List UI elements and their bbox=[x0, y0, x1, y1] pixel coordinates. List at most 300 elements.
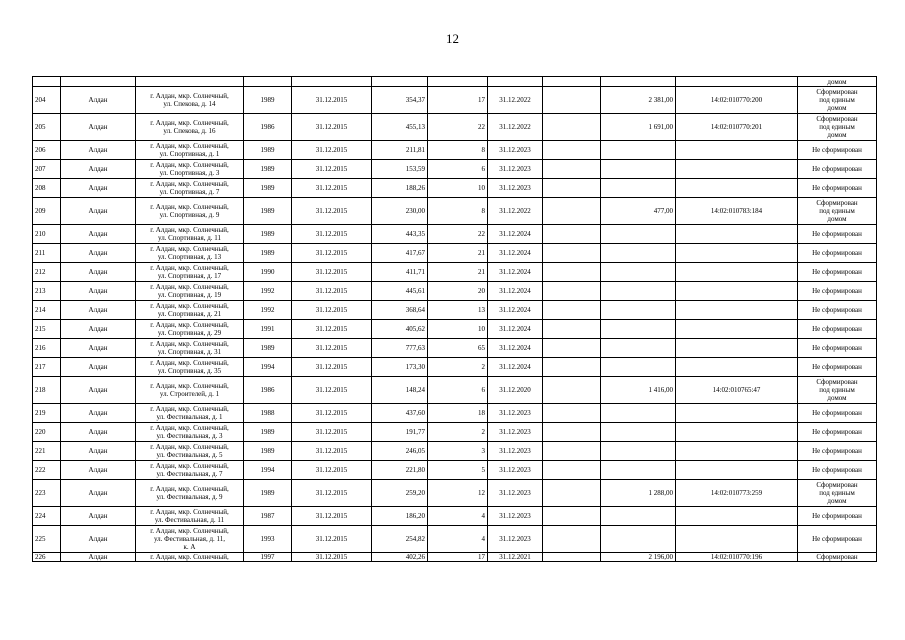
date-cell: 31.12.2015 bbox=[292, 442, 372, 461]
row-number-cell: 226 bbox=[33, 553, 61, 562]
table-body bbox=[33, 77, 877, 562]
table-row bbox=[33, 282, 877, 301]
status-cell-line: под единым bbox=[819, 123, 855, 131]
status-cell bbox=[798, 480, 877, 507]
table-row bbox=[33, 198, 877, 225]
count-cell: 10 bbox=[428, 179, 488, 198]
count-cell: 20 bbox=[428, 282, 488, 301]
deadline-cell: 31.12.2024 bbox=[488, 282, 543, 301]
year-cell: 1989 bbox=[244, 198, 292, 225]
cadastral-cell bbox=[676, 141, 798, 160]
table-row bbox=[33, 160, 877, 179]
address-cell-line: г. Алдан, мкр. Солнечный, bbox=[150, 340, 229, 348]
area-cell: 221,80 bbox=[372, 461, 428, 480]
address-cell bbox=[136, 423, 244, 442]
cost-cell bbox=[601, 160, 676, 179]
address-cell bbox=[136, 442, 244, 461]
address-cell-line: г. Алдан, мкр. Солнечный, bbox=[150, 142, 229, 150]
status-cell bbox=[798, 179, 877, 198]
city-cell: Алдан bbox=[61, 263, 136, 282]
date-cell: 31.12.2015 bbox=[292, 141, 372, 160]
area-cell: 368,64 bbox=[372, 301, 428, 320]
status-cell-line: Не сформирован bbox=[812, 447, 862, 455]
cost-cell bbox=[601, 526, 676, 553]
address-cell bbox=[136, 225, 244, 244]
city-cell: Алдан bbox=[61, 179, 136, 198]
empty-cell bbox=[543, 282, 601, 301]
empty-cell bbox=[543, 377, 601, 404]
area-cell: 211,81 bbox=[372, 141, 428, 160]
address-cell-line: ул. Спортивная, д. 19 bbox=[157, 291, 222, 299]
address-cell bbox=[136, 461, 244, 480]
status-cell bbox=[798, 87, 877, 114]
date-cell: 31.12.2015 bbox=[292, 198, 372, 225]
year-cell: 1989 bbox=[244, 179, 292, 198]
year-cell: 1997 bbox=[244, 553, 292, 562]
cost-cell bbox=[601, 225, 676, 244]
cost-cell: 477,00 bbox=[601, 198, 676, 225]
status-cell-line: Сформирован bbox=[816, 481, 858, 489]
status-cell-line: Не сформирован bbox=[812, 306, 862, 314]
deadline-cell: 31.12.2020 bbox=[488, 377, 543, 404]
count-cell: 65 bbox=[428, 339, 488, 358]
area-cell: 443,35 bbox=[372, 225, 428, 244]
address-cell-line: ул. Фестивальная, д. 3 bbox=[156, 432, 223, 440]
page-number: 12 bbox=[446, 31, 459, 46]
count-cell: 6 bbox=[428, 377, 488, 404]
area-cell: 173,30 bbox=[372, 358, 428, 377]
deadline-cell: 31.12.2024 bbox=[488, 301, 543, 320]
cost-cell bbox=[601, 141, 676, 160]
empty-cell bbox=[543, 442, 601, 461]
city-cell: Алдан bbox=[61, 160, 136, 179]
cadastral-cell bbox=[676, 442, 798, 461]
address-cell-line: г. Алдан, мкр. Солнечный, bbox=[150, 203, 229, 211]
empty-cell bbox=[543, 263, 601, 282]
date-cell: 31.12.2015 bbox=[292, 377, 372, 404]
address-cell bbox=[136, 320, 244, 339]
status-cell-line: Не сформирован bbox=[812, 287, 862, 295]
table-row bbox=[33, 526, 877, 553]
status-cell bbox=[798, 442, 877, 461]
deadline-cell: 31.12.2021 bbox=[488, 553, 543, 562]
row-number-cell: 216 bbox=[33, 339, 61, 358]
address-cell-line: ул. Фестивальная, д. 7 bbox=[156, 470, 223, 478]
address-cell bbox=[136, 141, 244, 160]
city-cell: Алдан bbox=[61, 526, 136, 553]
address-cell bbox=[136, 87, 244, 114]
area-cell: 148,24 bbox=[372, 377, 428, 404]
status-cell bbox=[798, 358, 877, 377]
row-number-cell: 206 bbox=[33, 141, 61, 160]
address-cell-line: г. Алдан, мкр. Солнечный, bbox=[150, 382, 229, 390]
deadline-cell: 31.12.2023 bbox=[488, 461, 543, 480]
address-cell-line: ул. Строителей, д. 1 bbox=[159, 390, 220, 398]
date-cell: 31.12.2015 bbox=[292, 179, 372, 198]
table-row bbox=[33, 507, 877, 526]
table-row bbox=[33, 244, 877, 263]
city-cell: Алдан bbox=[61, 301, 136, 320]
row-number-cell: 217 bbox=[33, 358, 61, 377]
address-cell-line: ул. Фестивальная, д. 11 bbox=[154, 516, 225, 524]
address-cell-line: ул. Спортивная, д. 11 bbox=[158, 234, 221, 242]
row-number-cell: 225 bbox=[33, 526, 61, 553]
empty-cell bbox=[543, 423, 601, 442]
address-cell-line: ул. Спортивная, д. 13 bbox=[157, 253, 222, 261]
cost-cell bbox=[601, 339, 676, 358]
year-cell: 1986 bbox=[244, 377, 292, 404]
status-cell: домом bbox=[798, 77, 877, 87]
status-cell bbox=[798, 377, 877, 404]
status-cell-line: Сформирован bbox=[816, 88, 858, 96]
row-number-cell: 219 bbox=[33, 404, 61, 423]
city-cell: Алдан bbox=[61, 461, 136, 480]
year-cell: 1989 bbox=[244, 480, 292, 507]
empty-cell bbox=[543, 461, 601, 480]
date-cell: 31.12.2015 bbox=[292, 480, 372, 507]
address-cell-line: г. Алдан, мкр. Солнечный, bbox=[150, 264, 229, 272]
address-cell bbox=[136, 507, 244, 526]
table-row bbox=[33, 141, 877, 160]
city-cell: Алдан bbox=[61, 377, 136, 404]
cadastral-cell bbox=[676, 282, 798, 301]
deadline-cell: 31.12.2023 bbox=[488, 404, 543, 423]
year-cell: 1986 bbox=[244, 114, 292, 141]
address-cell bbox=[136, 377, 244, 404]
row-number-cell: 222 bbox=[33, 461, 61, 480]
address-cell-line: г. Алдан, мкр. Солнечный, bbox=[150, 283, 229, 291]
address-cell-line: ул. Фестивальная, д. 11, bbox=[153, 535, 226, 543]
count-cell: 10 bbox=[428, 320, 488, 339]
date-cell: 31.12.2015 bbox=[292, 404, 372, 423]
address-cell-line: г. Алдан, мкр. Солнечный, bbox=[150, 443, 229, 451]
city-cell: Алдан bbox=[61, 339, 136, 358]
address-cell bbox=[136, 358, 244, 377]
status-cell-line: под единым bbox=[819, 207, 855, 215]
area-cell: 259,20 bbox=[372, 480, 428, 507]
cadastral-cell bbox=[676, 225, 798, 244]
area-cell: 191,77 bbox=[372, 423, 428, 442]
empty-cell bbox=[543, 320, 601, 339]
status-cell-line: Сформирован bbox=[816, 115, 858, 123]
status-cell-line: под единым bbox=[819, 386, 855, 394]
deadline-cell: 31.12.2023 bbox=[488, 141, 543, 160]
address-cell-line: ул. Спортивная, д. 29 bbox=[157, 329, 222, 337]
address-cell-line: ул. Спортивная, д. 21 bbox=[157, 310, 222, 318]
address-cell bbox=[136, 282, 244, 301]
status-cell bbox=[798, 225, 877, 244]
table-row bbox=[33, 480, 877, 507]
cadastral-cell: 14:02:010765:47 bbox=[676, 377, 798, 404]
cost-cell: 2 196,00 bbox=[601, 553, 676, 562]
address-cell-line: г. Алдан, мкр. Солнечный, bbox=[150, 485, 229, 493]
date-cell: 31.12.2015 bbox=[292, 225, 372, 244]
status-cell bbox=[798, 339, 877, 358]
count-cell: 8 bbox=[428, 198, 488, 225]
deadline-cell: 31.12.2023 bbox=[488, 423, 543, 442]
year-cell: 1994 bbox=[244, 461, 292, 480]
status-cell bbox=[798, 320, 877, 339]
count-cell: 18 bbox=[428, 404, 488, 423]
count-cell: 4 bbox=[428, 526, 488, 553]
empty-cell bbox=[543, 301, 601, 320]
deadline-cell: 31.12.2024 bbox=[488, 263, 543, 282]
cost-cell bbox=[601, 263, 676, 282]
empty-cell bbox=[543, 526, 601, 553]
cadastral-cell: 14:02:010770:201 bbox=[676, 114, 798, 141]
area-cell: 230,00 bbox=[372, 198, 428, 225]
cost-cell: 1 288,00 bbox=[601, 480, 676, 507]
row-number-cell: 205 bbox=[33, 114, 61, 141]
date-cell: 31.12.2015 bbox=[292, 461, 372, 480]
status-cell-line: под единым bbox=[819, 489, 855, 497]
status-cell-line: Не сформирован bbox=[812, 344, 862, 352]
year-cell: 1989 bbox=[244, 225, 292, 244]
count-cell: 21 bbox=[428, 263, 488, 282]
address-cell-line: ул. Фестивальная, д. 9 bbox=[156, 493, 223, 501]
status-cell-line: Не сформирован bbox=[812, 230, 862, 238]
address-cell-line: г. Алдан, мкр. Солнечный, bbox=[150, 462, 229, 470]
address-cell bbox=[136, 198, 244, 225]
table-row-continued bbox=[33, 77, 877, 87]
cadastral-cell bbox=[676, 160, 798, 179]
table-row bbox=[33, 179, 877, 198]
date-cell: 31.12.2015 bbox=[292, 263, 372, 282]
cadastral-cell: 14:02:010773:259 bbox=[676, 480, 798, 507]
year-cell: 1989 bbox=[244, 442, 292, 461]
status-cell-line: домом bbox=[827, 394, 847, 402]
cost-cell bbox=[601, 301, 676, 320]
deadline-cell: 31.12.2023 bbox=[488, 507, 543, 526]
row-number-cell: 211 bbox=[33, 244, 61, 263]
status-cell bbox=[798, 141, 877, 160]
address-cell-line: ул. Фестивальная, д. 1 bbox=[156, 413, 223, 421]
cadastral-cell bbox=[676, 244, 798, 263]
empty-cell bbox=[543, 339, 601, 358]
year-cell: 1993 bbox=[244, 526, 292, 553]
address-cell-line: ул. Спекова, д. 14 bbox=[163, 100, 216, 108]
count-cell: 3 bbox=[428, 442, 488, 461]
deadline-cell: 31.12.2024 bbox=[488, 358, 543, 377]
date-cell: 31.12.2015 bbox=[292, 339, 372, 358]
count-cell: 4 bbox=[428, 507, 488, 526]
row-number-cell: 210 bbox=[33, 225, 61, 244]
status-cell-line: Не сформирован bbox=[812, 466, 862, 474]
address-cell-line: г. Алдан, мкр. Солнечный, bbox=[150, 180, 229, 188]
year-cell: 1987 bbox=[244, 507, 292, 526]
area-cell: 417,67 bbox=[372, 244, 428, 263]
housing-register-table bbox=[32, 76, 877, 562]
deadline-cell: 31.12.2022 bbox=[488, 198, 543, 225]
city-cell: Алдан bbox=[61, 141, 136, 160]
row-number-cell: 221 bbox=[33, 442, 61, 461]
year-cell: 1989 bbox=[244, 160, 292, 179]
table-row bbox=[33, 461, 877, 480]
status-cell-line: Не сформирован bbox=[812, 249, 862, 257]
cost-cell bbox=[601, 507, 676, 526]
address-cell-line: г. Алдан, мкр. Солнечный, bbox=[150, 161, 229, 169]
city-cell: Алдан bbox=[61, 423, 136, 442]
area-cell: 402,26 bbox=[372, 553, 428, 562]
address-cell-line: ул. Спортивная, д. 31 bbox=[157, 348, 222, 356]
table-row bbox=[33, 87, 877, 114]
count-cell: 21 bbox=[428, 244, 488, 263]
row-number-cell: 223 bbox=[33, 480, 61, 507]
empty-cell bbox=[543, 114, 601, 141]
status-cell bbox=[798, 553, 877, 562]
area-cell: 777,63 bbox=[372, 339, 428, 358]
area-cell: 405,62 bbox=[372, 320, 428, 339]
city-cell: Алдан bbox=[61, 480, 136, 507]
area-cell: 254,82 bbox=[372, 526, 428, 553]
cost-cell bbox=[601, 461, 676, 480]
table-row bbox=[33, 553, 877, 562]
status-cell bbox=[798, 404, 877, 423]
row-number-cell: 209 bbox=[33, 198, 61, 225]
year-cell: 1989 bbox=[244, 87, 292, 114]
cadastral-cell: 14:02:010770:200 bbox=[676, 87, 798, 114]
empty-cell bbox=[543, 507, 601, 526]
table-row bbox=[33, 377, 877, 404]
status-cell bbox=[798, 114, 877, 141]
address-cell-line: г. Алдан, мкр. Солнечный, bbox=[150, 527, 229, 535]
status-cell bbox=[798, 461, 877, 480]
city-cell: Алдан bbox=[61, 244, 136, 263]
status-cell-line: Сформирован bbox=[816, 378, 858, 386]
address-cell-line: г. Алдан, мкр. Солнечный, bbox=[150, 359, 229, 367]
address-cell-line: ул. Спекова, д. 16 bbox=[163, 127, 216, 135]
address-cell-line: г. Алдан, мкр. Солнечный, bbox=[150, 302, 229, 310]
deadline-cell: 31.12.2024 bbox=[488, 244, 543, 263]
deadline-cell: 31.12.2022 bbox=[488, 114, 543, 141]
cost-cell bbox=[601, 404, 676, 423]
status-cell-line: Не сформирован bbox=[812, 363, 862, 371]
row-number-cell: 220 bbox=[33, 423, 61, 442]
row-number-cell: 218 bbox=[33, 377, 61, 404]
year-cell: 1990 bbox=[244, 263, 292, 282]
year-cell: 1989 bbox=[244, 244, 292, 263]
address-cell bbox=[136, 114, 244, 141]
status-cell bbox=[798, 282, 877, 301]
cadastral-cell bbox=[676, 358, 798, 377]
address-cell-line: г. Алдан, мкр. Солнечный, bbox=[150, 508, 229, 516]
count-cell: 13 bbox=[428, 301, 488, 320]
status-cell-line: Не сформирован bbox=[812, 512, 862, 520]
city-cell: Алдан bbox=[61, 507, 136, 526]
status-cell-line: Не сформирован bbox=[812, 146, 862, 154]
cadastral-cell: 14:02:010770:196 bbox=[676, 553, 798, 562]
status-cell bbox=[798, 160, 877, 179]
status-cell-line: домом bbox=[827, 497, 847, 505]
count-cell: 2 bbox=[428, 423, 488, 442]
address-cell bbox=[136, 526, 244, 553]
table-row bbox=[33, 263, 877, 282]
status-cell bbox=[798, 244, 877, 263]
cadastral-cell bbox=[676, 404, 798, 423]
empty-cell bbox=[543, 404, 601, 423]
cadastral-cell bbox=[676, 423, 798, 442]
table-row bbox=[33, 114, 877, 141]
count-cell: 5 bbox=[428, 461, 488, 480]
cost-cell bbox=[601, 244, 676, 263]
status-cell bbox=[798, 301, 877, 320]
date-cell: 31.12.2015 bbox=[292, 507, 372, 526]
empty-cell bbox=[543, 358, 601, 377]
empty-cell bbox=[543, 179, 601, 198]
status-cell-line: под единым bbox=[819, 96, 855, 104]
address-cell bbox=[136, 480, 244, 507]
cadastral-cell bbox=[676, 461, 798, 480]
city-cell: Алдан bbox=[61, 358, 136, 377]
table-row bbox=[33, 320, 877, 339]
year-cell: 1992 bbox=[244, 301, 292, 320]
deadline-cell: 31.12.2023 bbox=[488, 526, 543, 553]
empty-cell bbox=[543, 198, 601, 225]
empty-cell bbox=[543, 244, 601, 263]
date-cell: 31.12.2015 bbox=[292, 244, 372, 263]
status-cell-line: Не сформирован bbox=[812, 535, 862, 543]
city-cell: Алдан bbox=[61, 282, 136, 301]
cost-cell: 1 416,00 bbox=[601, 377, 676, 404]
address-cell-line: ул. Спортивная, д. 35 bbox=[157, 367, 222, 375]
count-cell: 2 bbox=[428, 358, 488, 377]
address-cell bbox=[136, 301, 244, 320]
deadline-cell: 31.12.2024 bbox=[488, 339, 543, 358]
cadastral-cell bbox=[676, 320, 798, 339]
city-cell: Алдан bbox=[61, 320, 136, 339]
city-cell: Алдан bbox=[61, 404, 136, 423]
address-cell-line: ул. Фестивальная, д. 5 bbox=[156, 451, 223, 459]
address-cell-line: г. Алдан, мкр. Солнечный, bbox=[150, 552, 229, 561]
address-cell bbox=[136, 263, 244, 282]
address-cell-line: г. Алдан, мкр. Солнечный, bbox=[150, 92, 229, 100]
row-number-cell: 204 bbox=[33, 87, 61, 114]
table-row bbox=[33, 301, 877, 320]
city-cell: Алдан bbox=[61, 114, 136, 141]
status-cell-line: домом bbox=[827, 215, 847, 223]
deadline-cell: 31.12.2024 bbox=[488, 320, 543, 339]
cost-cell bbox=[601, 423, 676, 442]
table-row bbox=[33, 423, 877, 442]
city-cell: Алдан bbox=[61, 87, 136, 114]
city-cell: Алдан bbox=[61, 553, 136, 562]
cadastral-cell: 14:02:010783:184 bbox=[676, 198, 798, 225]
count-cell: 17 bbox=[428, 553, 488, 562]
status-cell-line: Не сформирован bbox=[812, 165, 862, 173]
address-cell-line: к. А bbox=[183, 543, 196, 551]
empty-cell bbox=[543, 87, 601, 114]
status-cell bbox=[798, 526, 877, 553]
cost-cell: 2 381,00 bbox=[601, 87, 676, 114]
status-cell bbox=[798, 263, 877, 282]
address-cell bbox=[136, 244, 244, 263]
area-cell: 437,60 bbox=[372, 404, 428, 423]
year-cell: 1991 bbox=[244, 320, 292, 339]
count-cell: 12 bbox=[428, 480, 488, 507]
address-cell-line: г. Алдан, мкр. Солнечный, bbox=[150, 405, 229, 413]
address-cell-line: ул. Спортивная, д. 9 bbox=[159, 211, 220, 219]
status-cell-line: Не сформирован bbox=[812, 409, 862, 417]
date-cell: 31.12.2015 bbox=[292, 358, 372, 377]
date-cell: 31.12.2015 bbox=[292, 160, 372, 179]
area-cell: 186,20 bbox=[372, 507, 428, 526]
address-cell-line: ул. Спортивная, д. 1 bbox=[159, 150, 220, 158]
table-row bbox=[33, 225, 877, 244]
city-cell: Алдан bbox=[61, 225, 136, 244]
cost-cell bbox=[601, 282, 676, 301]
cadastral-cell bbox=[676, 301, 798, 320]
address-cell bbox=[136, 339, 244, 358]
